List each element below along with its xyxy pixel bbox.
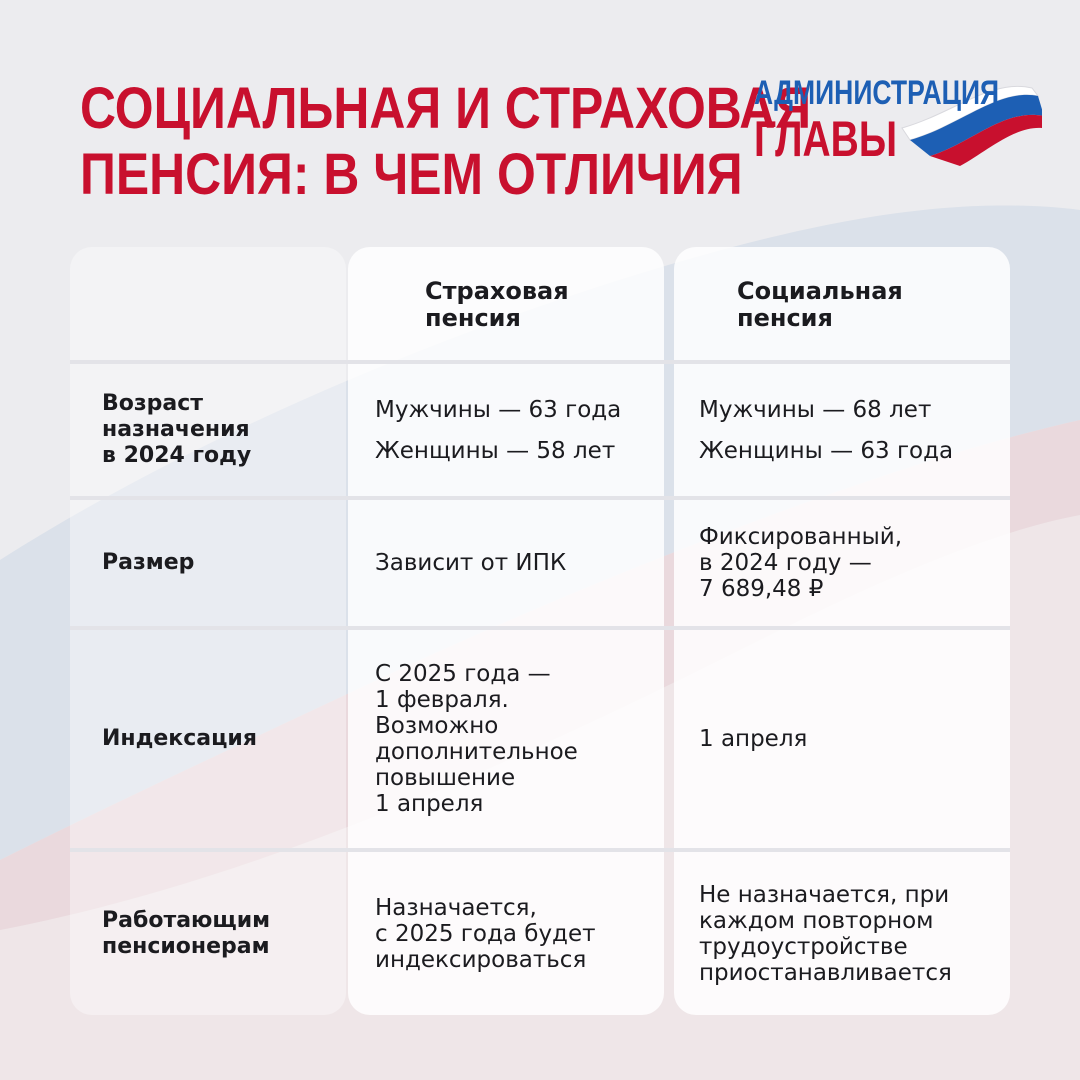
comparison-table — [70, 247, 1010, 1015]
insurance-age-men: Мужчины — 63 года — [375, 396, 622, 423]
social-age-men: Мужчины — 68 лет — [699, 396, 932, 423]
cell-insurance-size: Зависит от ИПК — [375, 550, 567, 576]
column-header-insurance: Страховая пенсия — [425, 276, 569, 332]
cell-social-working: Не назначается, при каждом повторном трудоустройстве приостанавливается — [699, 881, 952, 986]
row-label-working-pensioners: Работающим пенсионерам — [102, 907, 271, 959]
column-header-social: Социальная пенсия — [737, 276, 903, 332]
logo-text-line-1: АДМИНИСТРАЦИЯ — [754, 74, 1000, 112]
page-title — [80, 76, 811, 208]
social-age-women: Женщины — 63 года — [699, 437, 954, 464]
title-line-1: СОЦИАЛЬНАЯ И СТРАХОВАЯ — [80, 76, 812, 141]
logo-text-line-2: ГЛАВЫ — [754, 111, 898, 167]
cell-insurance-indexation: С 2025 года — 1 февраля. Возможно дополнительное повышение 1 апреля — [375, 661, 578, 817]
title-line-2: ПЕНСИЯ: В ЧЕМ ОТЛИЧИЯ — [80, 142, 743, 207]
row-label-indexation: Индексация — [102, 726, 257, 751]
cell-social-indexation: 1 апреля — [699, 726, 808, 752]
row-label-age: Возраст назначения в 2024 году — [102, 391, 252, 468]
cell-insurance-age — [375, 364, 665, 496]
administration-logo — [752, 70, 1042, 170]
cell-social-size: Фиксированный, в 2024 году — 7 689,48 ₽ — [699, 524, 903, 602]
insurance-age-women: Женщины — 58 лет — [375, 437, 616, 464]
cell-social-age — [699, 364, 1004, 496]
row-label-size: Размер — [102, 550, 195, 575]
cell-insurance-working: Назначается, с 2025 года будет индексироваться — [375, 894, 596, 973]
